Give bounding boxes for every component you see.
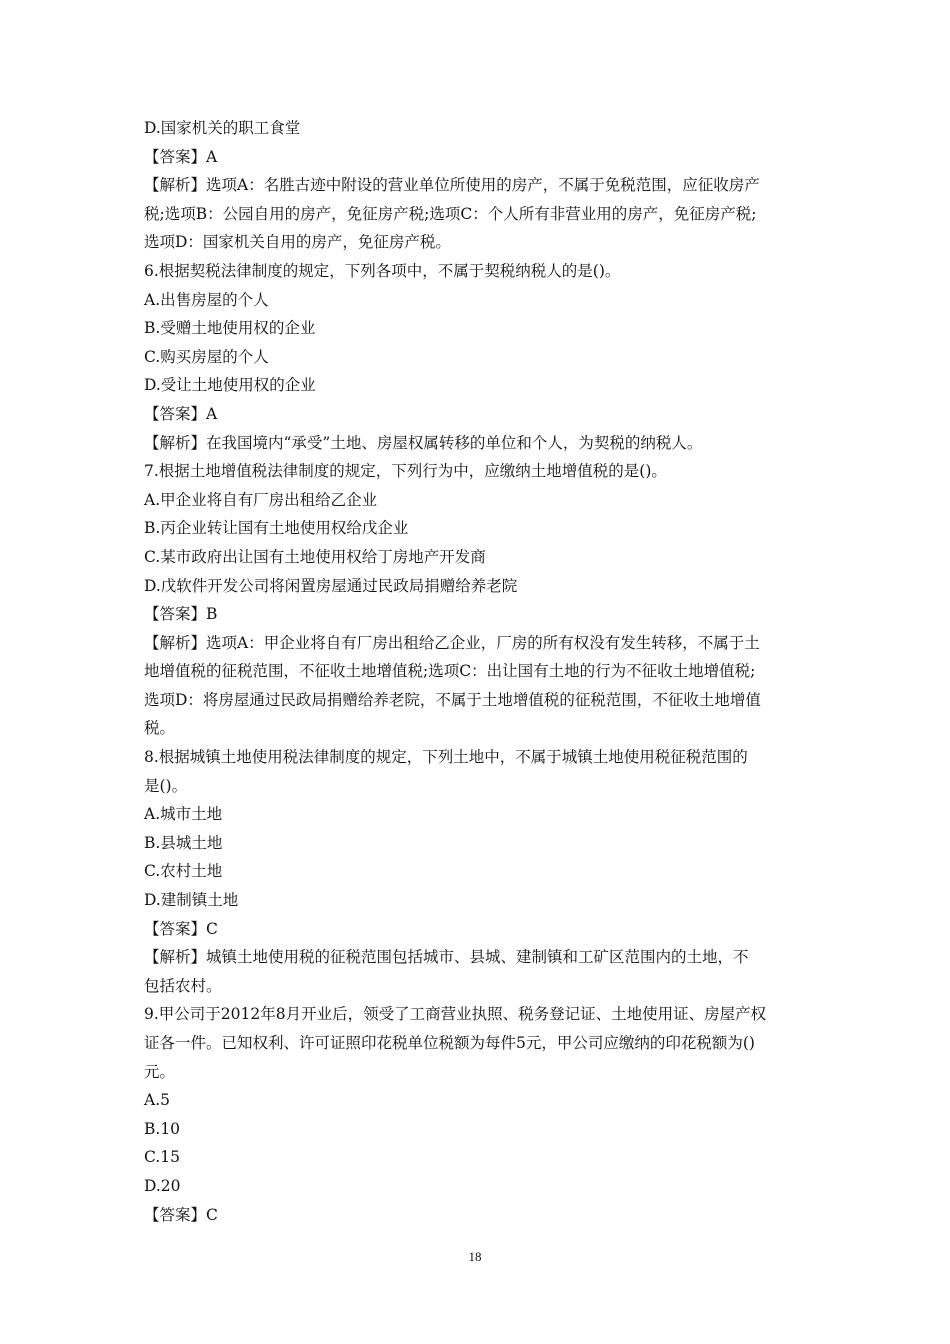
question-7: 7.根据土地增值税法律制度的规定，下列行为中，应缴纳土地增值税的是()。: [144, 462, 667, 481]
option-a: A.出售房屋的个人: [144, 290, 269, 309]
option-c: C.某市政府出让国有土地使用权给丁房地产开发商: [144, 547, 486, 566]
analysis-line: 【解析】城镇土地使用税的征税范围包括城市、县城、建制镇和工矿区范围内的土地，不: [144, 948, 749, 967]
option-d: D.建制镇土地: [144, 891, 239, 910]
page-number: 18: [468, 1249, 482, 1264]
question-6: 6.根据契税法律制度的规定，下列各项中，不属于契税纳税人的是()。: [144, 261, 621, 280]
option-d: D.受让土地使用权的企业: [144, 376, 316, 395]
analysis-line: 【解析】在我国境内“承受”土地、房屋权属转移的单位和个人，为契税的纳税人。: [144, 433, 703, 452]
option-b: B.县城土地: [144, 833, 223, 852]
option-b: B.10: [144, 1119, 181, 1138]
analysis-line: 选项D：将房屋通过民政局捐赠给养老院，不属于土地增值税的征税范围，不征收土地增值: [144, 690, 761, 709]
analysis-line: 地增值税的征税范围，不征收土地增值税;选项C：出让国有土地的行为不征收土地增值税;: [144, 662, 756, 681]
question-9: 9.甲公司于2012年8月开业后，领受了工商营业执照、税务登记证、土地使用证、房屋产权: [144, 1005, 767, 1024]
analysis-line: 【解析】选项A：名胜古迹中附设的营业单位所使用的房产，不属于免税范围，应征收房产: [144, 176, 760, 195]
analysis-line: 包括农村。: [144, 976, 222, 995]
question-8: 8.根据城镇土地使用税法律制度的规定，下列土地中，不属于城镇土地使用税征税范围的: [144, 748, 748, 767]
option-a: A.甲企业将自有厂房出租给乙企业: [144, 490, 378, 509]
document-body: [144, 114, 816, 1229]
analysis-line: 税;选项B：公园自用的房产，免征房产税;选项C：个人所有非营业用的房产，免征房产税;: [144, 204, 757, 223]
answer-line: 【答案】A: [144, 147, 218, 166]
option-d: D.戊软件开发公司将闲置房屋通过民政局捐赠给养老院: [144, 576, 518, 595]
answer-line: 【答案】B: [144, 605, 218, 624]
question-8: 是()。: [144, 776, 188, 795]
answer-line: 【答案】C: [144, 919, 218, 938]
option-c: C.15: [144, 1148, 180, 1167]
question-9: 证各一件。已知权利、许可证照印花税单位税额为每件5元，甲公司应缴纳的印花税额为(): [144, 1034, 755, 1052]
option-c: C.农村土地: [144, 862, 223, 881]
question-9: 元。: [144, 1062, 176, 1081]
option-a: A.城市土地: [144, 805, 223, 824]
option-a: A.5: [144, 1091, 170, 1110]
analysis-line: 选项D：国家机关自用的房产，免征房产税。: [144, 233, 451, 252]
option-c: C.购买房屋的个人: [144, 347, 269, 366]
option-b: B.受赠土地使用权的企业: [144, 319, 316, 338]
option-d: D.20: [144, 1176, 181, 1195]
analysis-line: 【解析】选项A：甲企业将自有厂房出租给乙企业，厂房的所有权没有发生转移，不属于土: [144, 633, 760, 652]
answer-line: 【答案】C: [144, 1205, 218, 1224]
option-d: D.国家机关的职工食堂: [144, 119, 301, 137]
analysis-line: 税。: [144, 719, 176, 738]
option-b: B.丙企业转让国有土地使用权给戊企业: [144, 519, 409, 538]
answer-line: 【答案】A: [144, 404, 218, 423]
